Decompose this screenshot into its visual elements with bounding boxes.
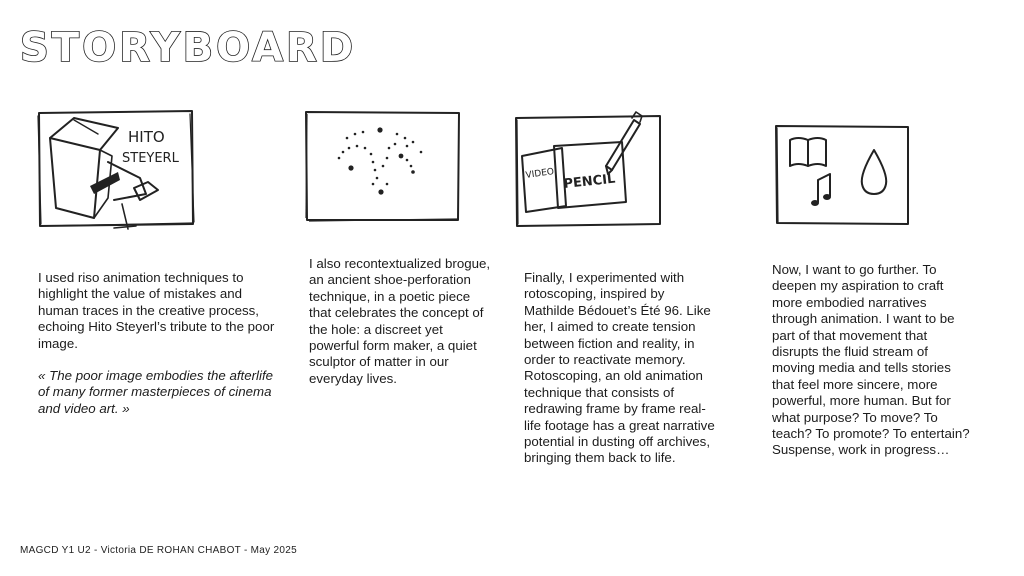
panel-3-text: Finally, I experimented with rotoscoping, inspired by Mathilde Bédouet’s Été 96. Like her, I aimed to create tension between fiction and reality, in order to reactivate memory. Rotoscoping, an old animation technique that consists of redrawing frame by frame real-life footage has a great narrative potential in dusting off archives, bringing them back to life.: [524, 270, 715, 466]
storyboard-sketch-2: [303, 108, 463, 230]
footer-credit: MAGCD Y1 U2 - Victoria DE ROHAN CHABOT - May 2025: [20, 545, 297, 556]
storyboard-sketch-4: [772, 122, 912, 228]
sketch-1-label-line2: STEYERL: [122, 151, 179, 166]
sketch-3-label-video: VIDEO: [525, 167, 555, 181]
panel-2-text: I also recontextualized brogue, an ancient shoe-perforation technique, in a poetic piece that celebrates the concept of the hole: a discreet yet powerful form maker, a quiet sculptor of matter in our everyday lives.: [309, 256, 491, 386]
storyboard-sketch-1: [36, 108, 196, 230]
storyboard-sketch-3: [512, 108, 664, 230]
drop-icon: [862, 150, 887, 194]
panel-3-caption: [524, 270, 716, 467]
panel-1-text: I used riso animation techniques to highlight the value of mistakes and human traces in the creative process, echoing Hito Steyerl’s tribute to the poor image.: [38, 270, 275, 351]
panel-2-caption: [309, 256, 494, 387]
sketch-1-label-line1: HITO: [128, 128, 165, 146]
panel-1-quote: « The poor image embodies the afterlife of many former masterpieces of cinema and video art. »: [38, 368, 274, 416]
panel-4-text: Now, I want to go further. To deepen my aspiration to craft more embodied narratives through animation. I want to be part of that movement that disrupts the fluid stream of moving media and tells stories that feel more sincere, more powerful, more human. But for what purpose? To move? To teach? To promote? To entertain? Suspense, work in progress…: [772, 262, 970, 458]
panel-4-caption: [772, 262, 972, 459]
panel-1-caption: [38, 270, 276, 417]
page-title: STORYBOARD: [20, 25, 357, 71]
sketch-3-label-pencil: PENCIL: [562, 171, 617, 192]
book-icon: [790, 138, 808, 166]
